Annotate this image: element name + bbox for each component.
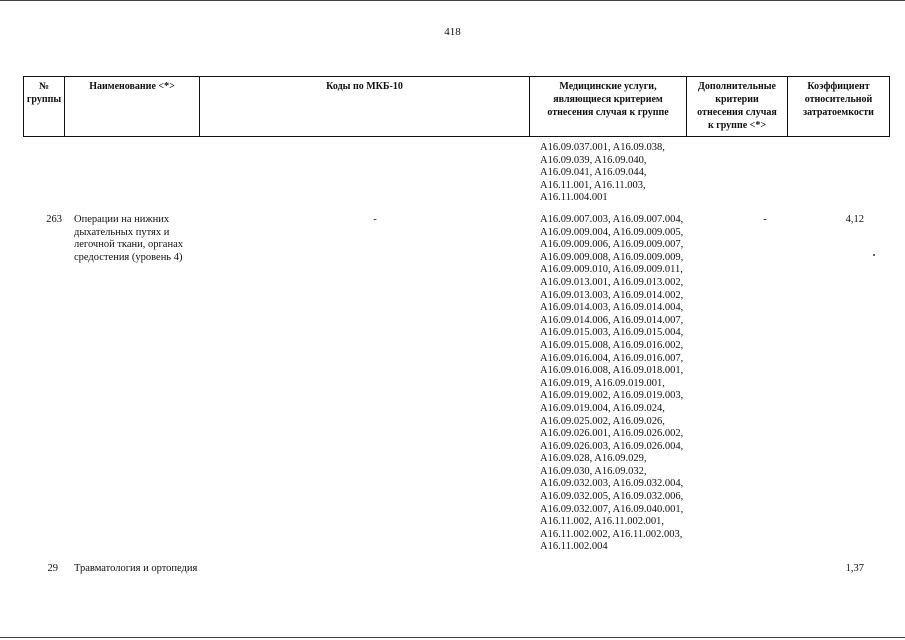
services-codes: A16.09.007.003, A16.09.007.004, A16.09.009.004, A16.09.009.005, A16.09.009.006, A16.09.009.007, A16.09.009.008, A16.09.009.009, A16.09.009.010, A16.09.009.011, A16.09.013.001, A16.09.013.002, A16.09.013.003, A16.09.014.002, A16.09.014.003, A16.09.014.004, A16.09.014.006, A16.09.014.007, A16.09.015.003, A16.09.015.004, A16.09.015.008, A16.09.016.002, A16.09.016.004, A16.09.016.007, A16.09.016.008, A16.09.018.001, A16.09.019, A16.09.019.001, A16.09.019.002, A16.09.019.003, A16.09.019.004, A16.09.024, A16.09.025.002, A16.09.026, A16.09.026.001, A16.09.026.002, A16.09.026.003, A16.09.026.004, A16.09.028, A16.09.029, A16.09.030, A16.09.032, A16.09.032.003, A16.09.032.004, A16.09.032.005, A16.09.032.006, A16.09.032.007, A16.09.040.001, A16.11.002, A16.11.002.001, A16.11.002.002, A16.11.002.003, A16.11.002.004 (540, 214, 684, 553)
header-coefficient: Коэффициент относительной затратоемкости (803, 81, 874, 118)
header-divider (889, 76, 890, 136)
header-icd-codes: Коды по МКБ-10 (326, 81, 403, 92)
coefficient-value: 1,37 (845, 563, 864, 574)
coefficient-value: 4,12 (845, 214, 864, 225)
group-name: Операции на нижних дыхательных путях и легочной ткани, органах средостения (уровень 4) (74, 214, 183, 263)
continuation-codes: A16.09.037.001, A16.09.038, A16.09.039, A16.09.040, A16.09.041, A16.09.044, A16.11.001, A16.11.003, A16.11.004.001 (540, 142, 665, 204)
icd-codes-value: - (373, 214, 377, 225)
group-number: 29 (47, 563, 58, 574)
header-name: Наименование <*> (89, 81, 175, 92)
additional-criteria-value: - (763, 214, 767, 225)
scan-edge-bottom (0, 637, 905, 638)
header-additional-criteria: Дополнительные критерии отнесения случая к группе <*> (697, 81, 777, 131)
group-name: Травматология и ортопедия (74, 563, 198, 574)
scan-edge-top (0, 0, 905, 1)
page-number: 418 (444, 26, 461, 38)
scan-speck (873, 254, 875, 256)
header-group-no: № группы (26, 81, 62, 105)
group-number: 263 (46, 214, 62, 225)
header-services: Медицинские услуги, являющиеся критерием отнесения случая к группе (547, 81, 669, 118)
